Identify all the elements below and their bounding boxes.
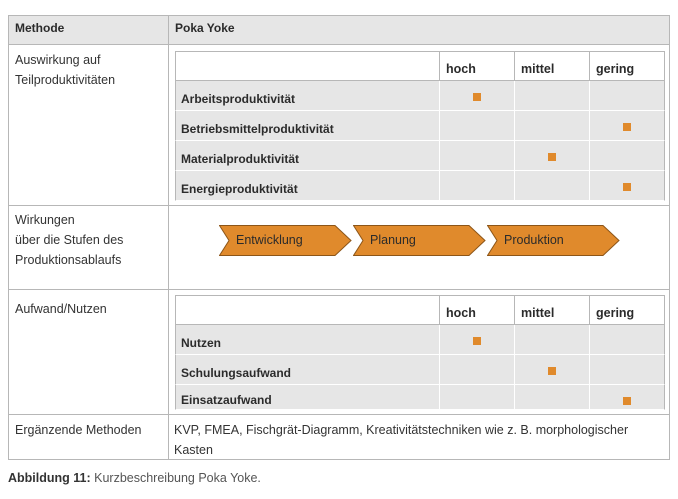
header-method-name: Poka Yoke	[175, 21, 235, 35]
stage-chevron	[353, 225, 486, 256]
rating-marker	[473, 337, 481, 345]
row-divider	[8, 414, 670, 415]
stages-label: Wirkungen über die Stufen des Produktionsablaufs	[15, 213, 124, 267]
table-row: Arbeitsproduktivität	[175, 81, 665, 111]
col-mittel: mittel	[521, 306, 555, 320]
stage-label: Produktion	[504, 233, 564, 247]
col-hoch: hoch	[446, 62, 476, 76]
col-gering: gering	[596, 62, 635, 76]
col-hoch: hoch	[446, 306, 476, 320]
table-row: Nutzen	[175, 325, 665, 355]
effort-label: Aufwand/Nutzen	[15, 302, 107, 316]
rating-marker	[623, 397, 631, 405]
rating-marker	[473, 93, 481, 101]
stage-label: Planung	[370, 233, 416, 247]
col-mittel: mittel	[521, 62, 555, 76]
rating-header	[175, 51, 665, 81]
table-row: Betriebsmittelproduktivität	[175, 111, 665, 141]
impact-label: Auswirkung auf Teilproduktivitäten	[15, 53, 116, 87]
effort-rating-table	[175, 295, 665, 410]
header-methode: Methode	[15, 21, 65, 35]
stage-chevron	[219, 225, 352, 256]
table-row: Energieproduktivität	[175, 171, 665, 201]
rating-header	[175, 295, 665, 325]
row-divider	[8, 289, 670, 290]
rating-marker	[623, 123, 631, 131]
rating-marker	[548, 153, 556, 161]
col-gering: gering	[596, 306, 635, 320]
stage-label: Entwicklung	[236, 233, 303, 247]
table-row: Schulungsaufwand	[175, 355, 665, 385]
column-divider	[168, 15, 169, 460]
table-row: Materialproduktivität	[175, 141, 665, 171]
row-divider	[8, 44, 670, 45]
figure-caption	[8, 471, 261, 485]
productivity-rating-table	[175, 51, 665, 201]
rating-marker	[548, 367, 556, 375]
caption-prefix: Abbildung 11:	[8, 471, 91, 485]
supplement-label: Ergänzende Methoden	[15, 423, 142, 437]
caption-text: Kurzbeschreibung Poka Yoke.	[90, 471, 261, 485]
table-row: Einsatzaufwand	[175, 385, 665, 410]
supplement-methods: KVP, FMEA, Fischgrät-Diagramm, Kreativitätstechniken wie z. B. morphologischer Kasten	[174, 423, 629, 457]
rating-marker	[623, 183, 631, 191]
table-header-row	[9, 16, 669, 44]
stage-chevron	[487, 225, 620, 256]
row-divider	[8, 205, 670, 206]
